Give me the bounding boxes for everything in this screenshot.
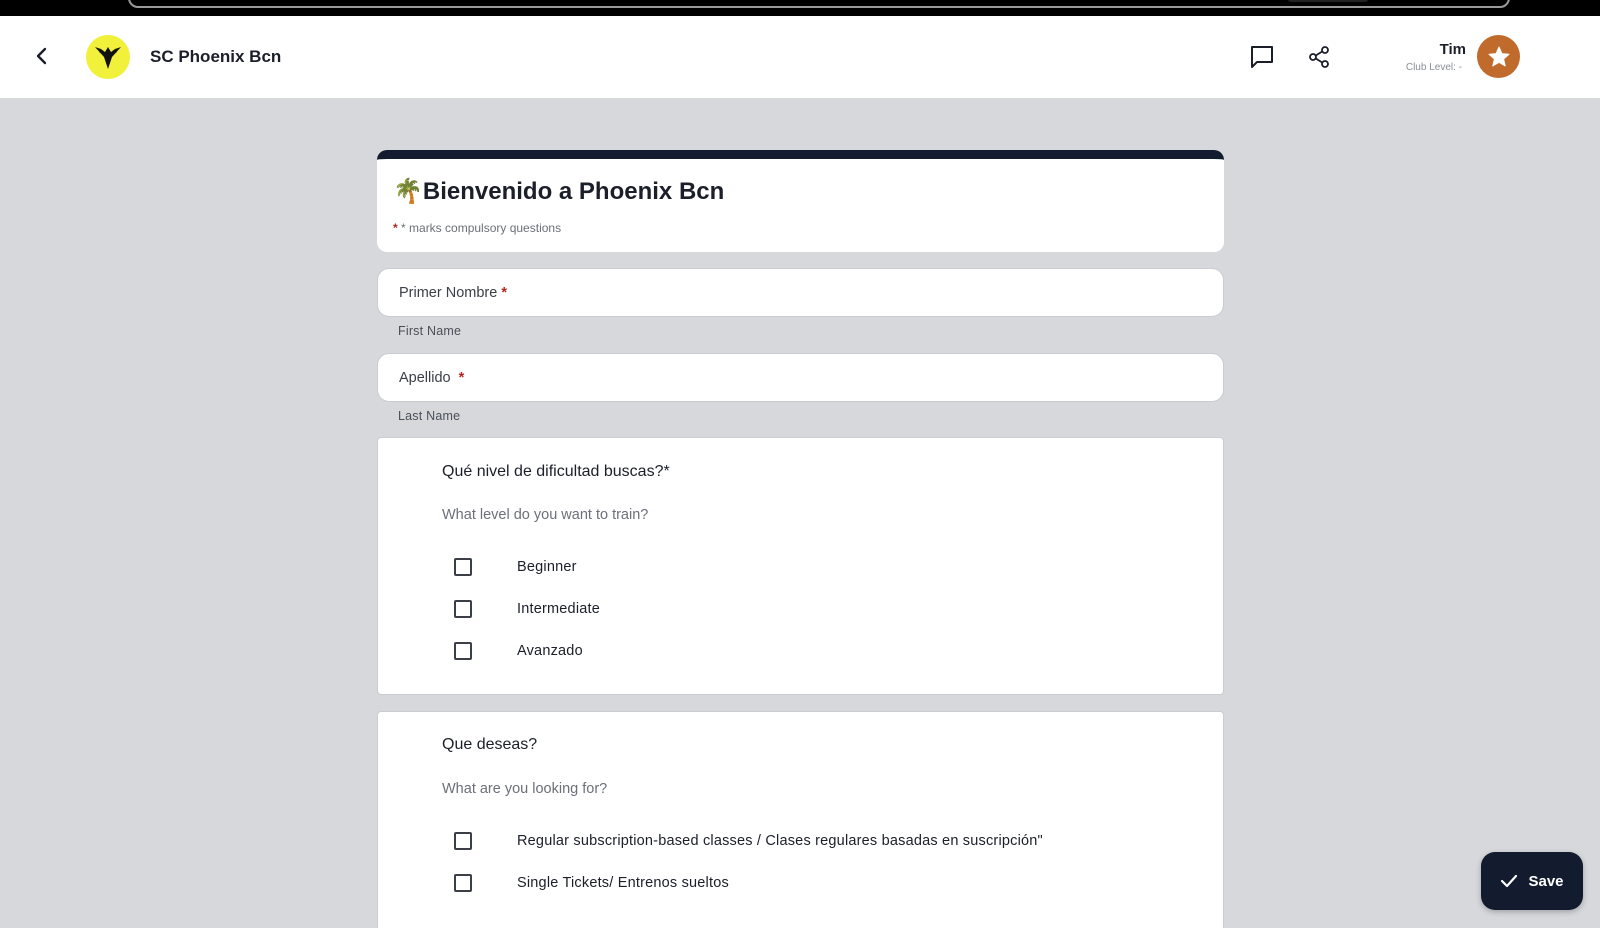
- wish-question-title: Que deseas?: [442, 736, 538, 753]
- first-name-label-text: Primer Nombre: [399, 285, 498, 301]
- required-asterisk: *: [393, 221, 398, 235]
- option-label: Intermediate: [517, 601, 600, 617]
- wish-option-single[interactable]: [454, 871, 729, 895]
- app-header: [0, 16, 1600, 98]
- last-name-label: [399, 370, 464, 386]
- share-button[interactable]: [1303, 41, 1335, 73]
- last-name-hint: Last Name: [398, 409, 461, 423]
- wish-question-card: [377, 711, 1224, 928]
- first-name-hint: First Name: [398, 324, 462, 338]
- back-button[interactable]: [26, 40, 58, 72]
- option-label: Beginner: [517, 559, 577, 575]
- address-bar: [128, 0, 1510, 8]
- wish-option-regular[interactable]: [454, 829, 1043, 853]
- address-bar-knob: [1288, 0, 1368, 2]
- chat-icon: [1249, 44, 1275, 70]
- avatar[interactable]: [1477, 35, 1520, 78]
- option-label: Regular subscription-based classes / Clases regulares basadas en suscripción": [517, 833, 1043, 849]
- star-icon: [1487, 45, 1511, 69]
- level-question-subtitle: What level do you want to train?: [442, 507, 649, 523]
- first-name-field[interactable]: [377, 268, 1224, 317]
- level-option-avanzado[interactable]: [454, 639, 583, 663]
- required-asterisk: *: [501, 285, 507, 301]
- user-club-level: Club Level: -: [1405, 62, 1462, 73]
- save-label: Save: [1528, 872, 1564, 890]
- user-name[interactable]: Tim: [1439, 41, 1466, 58]
- checkbox[interactable]: [454, 558, 472, 576]
- level-question-title: Qué nivel de dificultad buscas?*: [442, 463, 670, 480]
- check-icon: [1500, 874, 1518, 888]
- form-title-text: Bienvenido a Phoenix Bcn: [422, 178, 725, 205]
- club-logo[interactable]: [86, 35, 130, 79]
- option-label: Avanzado: [517, 643, 583, 659]
- checkbox[interactable]: [454, 600, 472, 618]
- checkbox[interactable]: [454, 832, 472, 850]
- last-name-label-text: Apellido: [399, 370, 451, 386]
- checkbox[interactable]: [454, 874, 472, 892]
- form-container: [377, 150, 1224, 891]
- option-label: Single Tickets/ Entrenos sueltos: [517, 875, 729, 891]
- chat-button[interactable]: [1246, 41, 1278, 73]
- level-question-card: [377, 437, 1224, 695]
- save-button[interactable]: [1481, 852, 1583, 910]
- form-title: [393, 177, 724, 206]
- required-note-text: * marks compulsory questions: [401, 221, 562, 235]
- required-asterisk: *: [458, 370, 465, 386]
- required-note: [393, 221, 561, 235]
- wish-question-subtitle: What are you looking for?: [442, 781, 608, 797]
- palm-tree-icon: 🌴: [393, 178, 423, 205]
- form-title-card: [377, 150, 1224, 252]
- share-icon: [1307, 45, 1331, 69]
- top-strip: [0, 0, 1600, 16]
- phoenix-logo-icon: [93, 43, 123, 71]
- level-option-intermediate[interactable]: [454, 597, 600, 621]
- chevron-left-icon: [35, 46, 49, 66]
- level-option-beginner[interactable]: [454, 555, 577, 579]
- checkbox[interactable]: [454, 642, 472, 660]
- last-name-field[interactable]: [377, 353, 1224, 402]
- club-name[interactable]: SC Phoenix Bcn: [150, 47, 282, 66]
- first-name-label: [399, 285, 507, 301]
